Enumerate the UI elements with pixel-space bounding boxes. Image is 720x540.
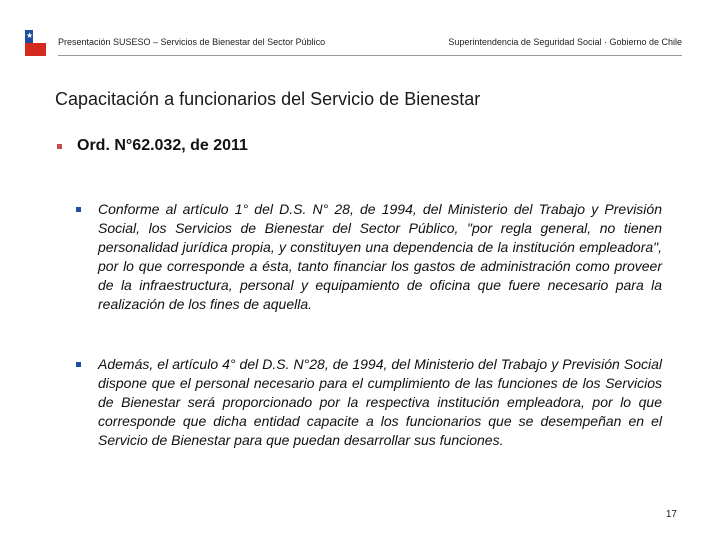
chile-government-logo [25,30,46,56]
square-bullet-icon [76,207,81,212]
bullet-text-1: Conforme al artículo 1° del D.S. N° 28, de 1994, del Ministerio del Trabajo y Previsión Social, los Servicios de Bienestar del Sector Público, "por regla general, no tienen personalidad jurídica propia, y constituyen una dependencia de la institución empleadora", por lo que corresponde a ésta, tanto financiar los gastos de administración como proveer de la infraestructura, personal y equipamiento de oficina que fuere necesario para la realización de los fines de aquella. [98,201,662,312]
square-bullet-icon [76,362,81,367]
logo-red-field [25,43,46,56]
level1-bullet-item [57,137,248,155]
header-presentation-title: Presentación SUSESO – Servicios de Bienestar del Sector Público [58,37,326,47]
logo-blue-field [25,30,33,43]
header-organization: Superintendencia de Seguridad Social · Gobierno de Chile [448,37,682,47]
star-icon: ★ [26,31,34,40]
slide-title: Capacitación a funcionarios del Servicio de Bienestar [55,89,481,109]
level1-bullet-text: Ord. N°62.032, de 2011 [77,137,248,154]
bullet-text-2: Además, el artículo 4° del D.S. N°28, de 1994, del Ministerio del Trabajo y Previsión Social dispone que el personal necesario para el cumplimiento de las funciones de los Servicios de Bienestar será proporcionado por la respectiva institución empleadora, por lo que corresponde que dicha entidad capacite a los funcionarios que se desempeñan en el Servicio de Bienestar para que puedan desarrollar sus funciones. [98,356,662,448]
header-divider [58,55,682,56]
logo-white-field [33,30,46,43]
bullet-item-2 [76,355,662,450]
square-bullet-icon [57,144,62,149]
page-number: 17 [665,509,677,520]
bullet-item-1 [76,200,662,314]
